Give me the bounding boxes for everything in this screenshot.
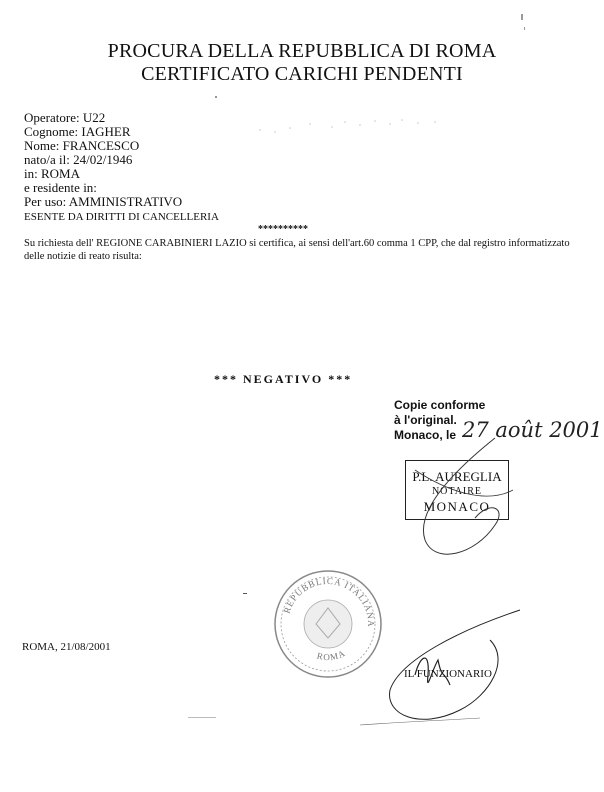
scan-mark (243, 593, 247, 594)
seal-text-top: REPUBBLICA ITALIANA (281, 575, 377, 628)
result-negativo: *** NEGATIVO *** (214, 372, 353, 386)
handwritten-date: 27 août 2001 (462, 418, 603, 442)
notary-title: NOTAIRE (431, 486, 483, 497)
field-nato: nato/a il: 24/02/1946 (24, 152, 133, 167)
field-operatore: Operatore: U22 (24, 110, 106, 125)
field-residente: e residente in: (24, 180, 97, 195)
notary-line-3: Monaco, le (394, 428, 457, 442)
notary-line-1: Copie conforme (394, 398, 486, 412)
notary-signature (395, 430, 535, 570)
seal-text-bottom: ROMA (315, 647, 348, 663)
official-signature (340, 600, 540, 740)
signatory-title: IL FUNZIONARIO (404, 668, 492, 680)
separator-stars: ********** (258, 224, 308, 235)
scan-speck (521, 14, 523, 20)
scan-speck (215, 96, 217, 98)
faint-scan-noise (250, 116, 450, 138)
place-date: ROMA, 21/08/2001 (22, 641, 111, 653)
field-esente: ESENTE DA DIRITTI DI CANCELLERIA (24, 211, 219, 223)
field-cognome: Cognome: IAGHER (24, 124, 131, 139)
certification-text: Su richiesta dell' REGIONE CARABINIERI LAZIO si certifica, ai sensi dell'art.60 comma 1 CPP, che dal registro informatizzato delle notizie di reato risulta: (24, 238, 570, 262)
field-in: in: ROMA (24, 166, 80, 181)
notary-name: P.L. AUREGLIA (412, 469, 502, 484)
notary-line-2: à l'original. (394, 413, 457, 427)
document-subtitle: CERTIFICATO CARICHI PENDENTI (141, 63, 463, 85)
document-title: PROCURA DELLA REPUBBLICA DI ROMA (107, 40, 497, 62)
notary-city: MONACO (423, 499, 491, 514)
field-uso: Per uso: AMMINISTRATIVO (24, 194, 183, 209)
field-nome: Nome: FRANCESCO (24, 138, 140, 153)
scan-mark (188, 717, 216, 718)
scan-speck (524, 27, 525, 30)
